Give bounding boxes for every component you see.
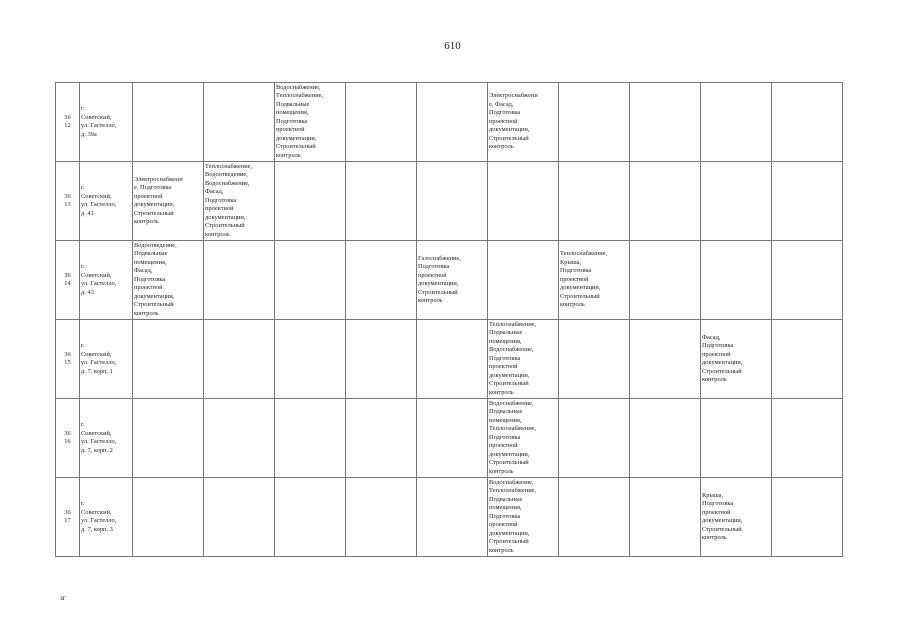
work-cell (417, 320, 488, 399)
work-cell (346, 241, 417, 320)
work-cell (204, 478, 275, 557)
page-number: 610 (444, 40, 461, 52)
work-cell (346, 320, 417, 399)
work-cell (630, 241, 701, 320)
work-cell (772, 320, 843, 399)
row-number-cell: 36 15 (56, 320, 80, 399)
work-cell (772, 399, 843, 478)
work-cell (417, 83, 488, 162)
work-cell (275, 162, 346, 241)
work-cell (346, 83, 417, 162)
row-number-cell: 36 17 (56, 478, 80, 557)
work-cell (701, 241, 772, 320)
table-row (56, 399, 843, 478)
table-body (56, 83, 843, 557)
work-cell (559, 399, 630, 478)
work-cell (488, 162, 559, 241)
work-cell (275, 399, 346, 478)
work-cell (133, 320, 204, 399)
work-cell (204, 241, 275, 320)
work-cell (275, 478, 346, 557)
work-cell (772, 478, 843, 557)
row-number-cell: 36 13 (56, 162, 80, 241)
address-cell: г. Советский, ул. Гастелло, д. 7, корп. 2 (80, 399, 133, 478)
work-cell (559, 162, 630, 241)
work-cell (417, 478, 488, 557)
address-cell: г. Советский, ул. Гастелло, д. 39а (80, 83, 133, 162)
work-cell (630, 83, 701, 162)
table-row (56, 320, 843, 399)
work-cell: Теплоснабжение, Крыша, Подготовка проектной документации, Строительный контроль (559, 241, 630, 320)
work-cell (701, 399, 772, 478)
work-cell: Теплоснабжение, Водоотведение, Водоснабжение, Фасад, Подготовка проектной документации, Строительный контроль (204, 162, 275, 241)
work-cell: Водоотведение, Подвальные помещения, Фасад, Подготовка проектной документации, Строительный контроль (133, 241, 204, 320)
work-cell (417, 399, 488, 478)
work-cell (417, 162, 488, 241)
work-cell (630, 162, 701, 241)
work-cell (630, 478, 701, 557)
row-number-cell: 36 16 (56, 399, 80, 478)
work-cell (772, 241, 843, 320)
work-cell: Водоснабжение, Теплоснабжение, Подвальные помещения, Подготовка проектной документации, Строительный контроль (275, 83, 346, 162)
work-cell (204, 83, 275, 162)
address-cell: г. Советский, ул. Гастелло, д. 41 (80, 162, 133, 241)
table-row (56, 241, 843, 320)
work-cell (630, 399, 701, 478)
work-cell (133, 478, 204, 557)
address-cell: г. Советский, ул. Гастелло, д. 7, корп. 1 (80, 320, 133, 399)
work-cell (772, 83, 843, 162)
work-cell (133, 83, 204, 162)
work-cell: Крыша, Подготовка проектной документации, Строительный контроль (701, 478, 772, 557)
work-cell (772, 162, 843, 241)
work-cell: Электроснабжени е, Подготовка проектной документации, Строительный контроль (133, 162, 204, 241)
work-cell (275, 241, 346, 320)
row-number-cell: 36 14 (56, 241, 80, 320)
work-cell (346, 478, 417, 557)
work-cell (559, 478, 630, 557)
work-cell: Фасад, Подготовка проектной документации, Строительный контроль (701, 320, 772, 399)
work-cell (204, 399, 275, 478)
work-cell (275, 320, 346, 399)
work-cell (488, 241, 559, 320)
work-cell (346, 399, 417, 478)
work-cell: Теплоснабжение, Подвальные помещения, Водоснабжение, Подготовка проектной документации, Строительный контроль (488, 320, 559, 399)
work-cell (559, 320, 630, 399)
work-cell (701, 83, 772, 162)
work-cell (346, 162, 417, 241)
work-cell (701, 162, 772, 241)
work-cell: Газоснабжение, Подготовка проектной документации, Строительный контроль (417, 241, 488, 320)
work-cell: Водоснабжение, Теплоснабжение, Подвальные помещения, Подготовка проектной документации, Строительный контроль (488, 478, 559, 557)
work-cell: Электроснабжени е, Фасад, Подготовка проектной документации, Строительный контроль (488, 83, 559, 162)
work-cell (559, 83, 630, 162)
table-row (56, 83, 843, 162)
work-cell (133, 399, 204, 478)
work-schedule-table (55, 82, 843, 557)
work-cell (204, 320, 275, 399)
work-cell: Водоснабжение, Подвальные помещения, Теплоснабжение, Подготовка проектной документации, Строительный контроль (488, 399, 559, 478)
work-cell (630, 320, 701, 399)
address-cell: г. Советский, ул. Гастелло, д. 43 (80, 241, 133, 320)
table-row (56, 162, 843, 241)
row-number-cell: 36 12 (56, 83, 80, 162)
table-row (56, 478, 843, 557)
address-cell: г. Советский, ул. Гастелло, д. 7, корп. 3 (80, 478, 133, 557)
footer-mark: зг (60, 594, 66, 602)
